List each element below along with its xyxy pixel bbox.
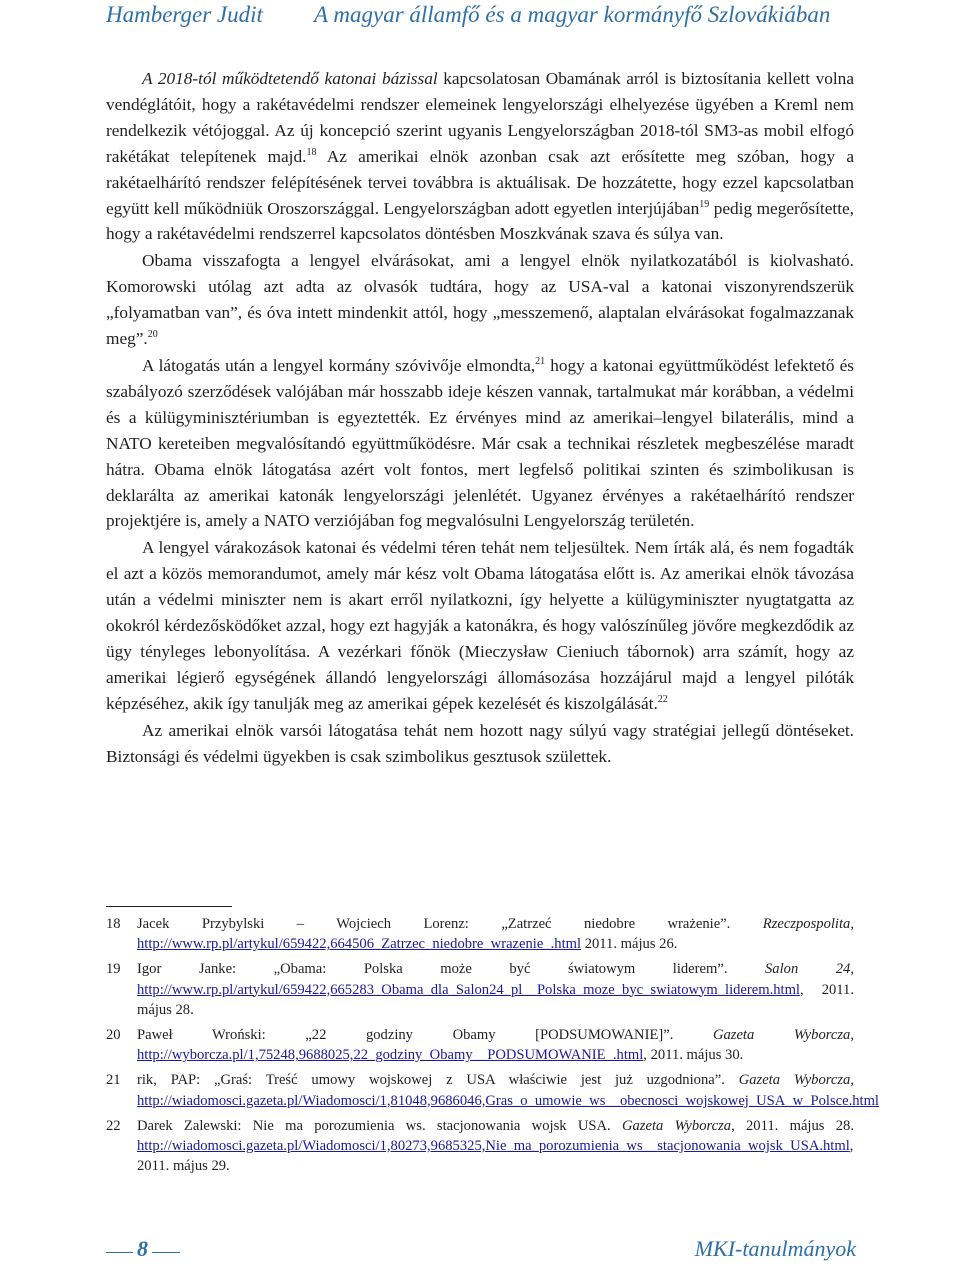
paragraph-text: A lengyel várakozások katonai és védelmi téren tehát nem teljesültek. Nem írták alá, és nem fogadták el azt a közös memorandumot, amely már kész volt Obama látogatása előtt is. Az amerikai elnök távozása után a védelmi miniszter nem is akart erről nyilatkozni, így helyette a külügyminiszter nyugtatgatta az okokról kérdezősködőket azzal, hogy ezt hagyják a katonákra, és hogy valószínűleg jövőre megkezdődik az ügy tényleges lebonyolítása. A vezérkari főnök (Mieczysław Cieniuch tábornok) arra számít, hogy az amerikai légierő egységének állandó lengyelországi állomásozása hozzájárul majd a lengyel pilóták képzéséhez, akik így tanulják meg az amerikai gépek kezelését és kiszolgálását. (106, 538, 854, 713)
running-header (106, 2, 856, 38)
body-text (106, 66, 854, 769)
footnote (106, 1070, 879, 1110)
footnote-ref[interactable]: 20 (147, 329, 158, 341)
paragraph-text: pedig megerősítette, hogy a rakétavédelmi rendszerrel kapcsolatos döntésben Moszkvának szava és súlya van. (106, 198, 854, 244)
footnote-text: Paweł Wroński: „22 godziny Obamy [PODSUMOWANIE]”. (137, 1027, 713, 1044)
footnote-number: 19 (106, 961, 121, 978)
lead-italic: A 2018-tól működtetendő katonai bázissal (142, 69, 438, 88)
footnote-source: Gazeta Wyborcza, (738, 1072, 854, 1089)
footnote (106, 1025, 854, 1065)
footnotes (106, 914, 879, 1181)
footnote-date: , 2011. május 28. (137, 981, 854, 1018)
footnote-number: 21 (106, 1072, 121, 1089)
paragraph-text: hogy a katonai együttműködést lefektető és szabályozó szerződések valójában már hosszabb ideje készen vannak, tartalmukat már korábban, a védelmi és a külügyminisztériumban is egyeztették. Ez érvényes mind az amerikai–lengyel bilaterális, mind a NATO kereteiben megvalósítandó együttműködésre. Már csak a technikai részletek megbeszélése maradt hátra. Obama elnök látogatása azért volt fontos, mert legfelső politikai szinten és szimbolikusan is deklarálta az amerikai katonák lengyelországi jelenlétét. Ugyanez érvényes a rakétaelhárító rendszer projektjére is, amely a NATO verziójában fog megvalósulni Lengyelország területén. (106, 355, 855, 531)
footnote-text: Jacek Przybylski – Wojciech Lorenz: „Zatrzeć niedobre wrażenie”. (137, 916, 763, 932)
footnote-number: 20 (106, 1027, 121, 1044)
paragraph-text: Az amerikai elnök varsói látogatása tehát nem hozott nagy súlyú vagy stratégiai jellegű döntéseket. Biztonsági és védelmi ügyekben is csak szimbolikus gesztusok születtek. (106, 720, 854, 766)
footnote-source-date: , 2011. május 28. (731, 1117, 854, 1134)
footnote-ref[interactable]: 22 (657, 693, 668, 705)
paragraph-text: Az amerikai elnök azonban csak azt erősítette meg szóban, hogy a rakétaelhárító rendszer felépítésének tervei továbbra is aktuálisak. De hozzátette, hogy ezzel kapcsolatban együtt kell működniük Oroszországgal. Lengyelországban adott egyetlen interjújában (106, 146, 854, 218)
paragraph-text: Obama visszafogta a lengyel elvárásokat, ami a lengyel elnök nyilatkozatából is kiolvasható. Komorowski utólag azt adta az olvasók tudtára, hogy az USA-val a katonai viszonyrendszerük „folyamatban van”, és óva intett mindenkit attól, hogy „messzemenő, alaptalan elvárásokat fogalmazzanak meg”. (106, 251, 854, 349)
footnote-number: 22 (106, 1117, 121, 1134)
paragraph (106, 353, 854, 534)
paragraph (106, 535, 854, 716)
header-author: Hamberger Judit (106, 2, 263, 27)
footnote (106, 959, 854, 1020)
paragraph-text: kapcsolatosan Obamának arról is biztosítania kellett volna vendéglátóit, hogy a rakétavédelmi rendszer elemeinek lengyelországi elhelyezése ügyében a Kreml nem rendelkezik vétójoggal. Az új koncepció szerint ugyanis Lengyelországban 2018-tól SM3-as mobil elfogó rakétákat telepítenek majd. (106, 69, 854, 166)
page-number: 8 (133, 1234, 152, 1264)
footnote-ref[interactable]: 18 (306, 146, 317, 158)
footnote-link[interactable]: http://www.rp.pl/artykul/659422,665283_Obama_dla_Salon24_pl__Polska_moze_byc_swiatowym_liderem.html (137, 981, 800, 998)
footnote (106, 914, 854, 954)
footnote-text: rik, PAP: „Graś: Treść umowy wojskowej z USA właściwie jest już uzgodniona”. (137, 1072, 739, 1089)
paragraph-text: A látogatás után a lengyel kormány szóvivője elmondta, (142, 355, 536, 375)
paragraph (106, 718, 854, 770)
series-name: MKI-tanulmányok (694, 1236, 856, 1261)
footnote-date: , 2011. május 30. (643, 1047, 744, 1064)
footnote-text: Igor Janke: „Obama: Polska może być światowym liderem”. (137, 961, 765, 978)
footnote-source: Gazeta Wyborcza (621, 1117, 732, 1134)
footnote-source: Gazeta Wyborcza, (712, 1027, 854, 1044)
header-title: A magyar államfő és a magyar kormányfő Szlovákiában (314, 2, 831, 27)
page-footer (106, 1234, 856, 1264)
footnote-link[interactable]: http://wyborcza.pl/1,75248,9688025,22_godziny_Obamy__PODSUMOWANIE_.html (137, 1047, 644, 1064)
paragraph (106, 248, 854, 352)
footnote-text: Darek Zalewski: Nie ma porozumienia ws. stacjonowania wojsk USA. (137, 1117, 622, 1134)
footnote-date: , 2011. május 29. (137, 1138, 854, 1175)
footnote-date: 2011. május 26. (581, 936, 678, 953)
footnote (106, 1116, 854, 1177)
footnote-link[interactable]: http://wiadomosci.gazeta.pl/Wiadomosci/1,80273,9685325,Nie_ma_porozumienia_ws__stacjonowania_wojsk_USA.html (137, 1138, 850, 1155)
footnote-link[interactable]: http://wiadomosci.gazeta.pl/Wiadomosci/1,81048,9686046,Gras_o_umowie_ws__obecnosci_wojskowej_USA_w_Polsce.html (137, 1092, 879, 1109)
paragraph (106, 66, 854, 247)
footnote-source: Salon 24, (765, 961, 855, 978)
footnote-source: Rzeczpospolita, (762, 916, 854, 932)
footnote-divider (106, 906, 232, 907)
footnote-ref[interactable]: 21 (535, 355, 546, 367)
footnote-ref[interactable]: 19 (699, 198, 710, 210)
footnote-number: 18 (106, 916, 121, 932)
footnote-link[interactable]: http://www.rp.pl/artykul/659422,664506_Zatrzec_niedobre_wrazenie_.html (137, 936, 582, 953)
